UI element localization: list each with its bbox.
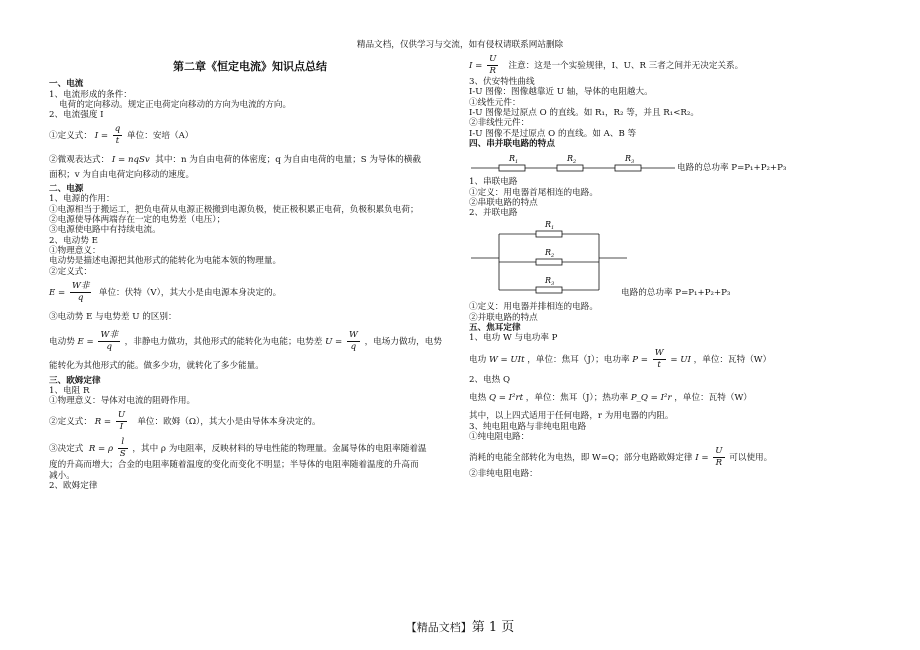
- text: 注意：这是一个实验规律，I、U、R 三者之间并无决定关系。: [508, 61, 744, 71]
- formula-lhs: P =: [632, 354, 648, 365]
- text: ，其中 ρ 为电阻率，反映材料的导电性能的物理量。金属导体的电阻率随着温: [132, 444, 427, 455]
- text-line: ①定义：用电器首尾相连的电路。: [469, 187, 598, 198]
- page-header: 精品文档，仅供学习与交流，如有侵权请联系网站删除: [356, 40, 564, 50]
- text: ，单位：瓦特（W）: [674, 393, 752, 403]
- text-line: ①纯电阻电路：: [469, 431, 530, 442]
- text: 单位：伏特（V），其大小是由电源本身决定的。: [98, 287, 282, 298]
- text-line: 电荷的定向移动。规定正电荷定向移动的方向为电流的方向。: [59, 99, 292, 110]
- label-r1: $R_1$: [509, 154, 519, 166]
- series-circuit-diagram: [469, 151, 679, 177]
- series-power-text: 电路的总功率 P=P₁+P₂+P₃: [677, 163, 787, 174]
- text: ②定义式：: [49, 417, 92, 428]
- text-line: 2、电流强度 I: [49, 110, 104, 121]
- numerator: U: [489, 54, 497, 64]
- text-line: ①电源相当于搬运工，把负电荷从电源正极搬到电源负极，使正极积累正电荷，负极积累负电荷；: [49, 204, 419, 215]
- text: 电热: [469, 393, 487, 403]
- formula-work-power: [469, 348, 869, 371]
- parallel-circuit: [469, 218, 869, 302]
- label-r2: $R_2$: [567, 154, 577, 166]
- formula-emf-compare: [49, 330, 451, 353]
- fraction: [653, 348, 666, 371]
- text: 电动势: [49, 337, 75, 348]
- text-line: 1、串联电路: [469, 177, 518, 188]
- formula-lhs: I =: [695, 453, 709, 464]
- formula-emf: [49, 281, 451, 304]
- text-line: ①线性元件：: [469, 97, 521, 108]
- series-circuit: [469, 151, 869, 177]
- fraction: [118, 437, 128, 460]
- text-line: ②非线性元件：: [469, 118, 530, 129]
- text-line: 3、伏安特性曲线: [469, 77, 535, 87]
- text-line: I-U 图像是过原点 O 的直线。如 R₁，R₂ 等，并且 R₁<R₂。: [469, 107, 699, 118]
- formula-micro: [49, 155, 451, 165]
- text-line: 1、电功 W 与电功率 P: [469, 333, 558, 344]
- text-line: ②非纯电阻电路：: [469, 469, 538, 480]
- text-line: I-U 图像不是过原点 O 的直线。如 A、B 等: [469, 128, 637, 139]
- text: ，非静电力做功，其他形式的能转化为电能；电势差: [124, 337, 323, 348]
- denominator: t: [115, 136, 120, 147]
- text: ②微观表达式：: [49, 155, 110, 166]
- text-line: ②串联电路的特点: [469, 197, 538, 208]
- text: 消耗的电能全部转化为电热，即 W=Q；部分电路欧姆定律: [469, 453, 693, 464]
- text-line: 其中，以上四式适用于任何电路，r 为用电器的内阻。: [469, 411, 674, 422]
- formula-resistance: [49, 410, 451, 433]
- text-line: 1、电源的作用：: [49, 194, 115, 205]
- text: 单位：欧姆（Ω），其大小是由导体本身决定的。: [137, 417, 321, 428]
- text: 单位：安培（A）: [127, 131, 194, 142]
- resistor-r1: [499, 165, 525, 171]
- fraction: [487, 54, 498, 77]
- label-r3: $R_3$: [545, 276, 555, 288]
- denominator: R: [489, 66, 496, 76]
- text: ③决定式: [49, 444, 84, 455]
- formula-lhs: U =: [325, 337, 343, 348]
- formula-lhs: E =: [77, 337, 94, 348]
- denominator: q: [77, 292, 84, 303]
- resistor-r3: [536, 287, 562, 293]
- text-line: ①物理意义：: [49, 245, 101, 256]
- formula: P_Q = I²r: [630, 393, 672, 403]
- formula-resistivity: [49, 437, 451, 460]
- text-line: ②电源使导体两端存在一定的电势差（电压）；: [49, 215, 226, 225]
- text-line: 1、电流形成的条件：: [49, 89, 132, 100]
- numerator: U: [715, 446, 723, 457]
- parallel-circuit-diagram: [469, 218, 629, 302]
- text-line: 电动势是描述电源把其他形式的能转化为电能本领的物理量。: [49, 256, 282, 267]
- page-title: 第二章《恒定电流》知识点总结: [173, 60, 327, 73]
- label-r2: $R_2$: [545, 248, 555, 260]
- text-line: ③电动势 E 与电势差 U 的区别：: [49, 311, 177, 322]
- text-line: 2、并联电路: [469, 208, 518, 219]
- text: ①定义式：: [49, 131, 92, 142]
- denominator: q: [106, 342, 112, 353]
- left-column: [49, 60, 451, 491]
- resistor-r1: [536, 231, 562, 237]
- formula-pure-resistor: [469, 446, 869, 469]
- label-r1: $R_1$: [545, 220, 555, 232]
- resistor-r3: [615, 165, 641, 171]
- numerator: W: [348, 330, 358, 341]
- numerator: W非: [100, 330, 118, 341]
- text: 其中：n 为自由电荷的体密度；q 为自由电荷的电量；S 为导体的横截: [155, 155, 421, 166]
- numerator: U: [117, 410, 126, 421]
- parallel-power-text: 电路的总功率 P=P₁+P₂+P₃: [621, 288, 731, 299]
- formula-lhs: R =: [94, 417, 112, 428]
- denominator: q: [350, 342, 357, 353]
- resistor-r2: [536, 259, 562, 265]
- text-line: 2、欧姆定律: [49, 481, 98, 492]
- denominator: R: [715, 458, 723, 469]
- formula-ohm-law: [469, 54, 869, 77]
- label-r3: $R_3$: [625, 154, 635, 166]
- fraction: [713, 446, 724, 469]
- text-line: 2、电动势 E: [49, 235, 98, 246]
- section-source: 二、电源: [49, 184, 84, 195]
- formula-lhs: I =: [94, 131, 109, 142]
- formula-lhs: R = ρ: [88, 444, 114, 455]
- text-line: 度的升高而增大；合金的电阻率随着温度的变化而变化不明显；半导体的电阻率随着温度的升高而: [49, 460, 419, 471]
- numerator: W: [654, 347, 664, 358]
- formula-heat: [469, 393, 869, 403]
- fraction: [70, 281, 91, 304]
- text-line: 面积；v 为自由电荷定向移动的速度。: [49, 169, 195, 180]
- section-current: 一、电流: [49, 79, 84, 90]
- formula-lhs: I =: [469, 61, 483, 71]
- footer-prefix: 【精品文档】: [405, 621, 472, 634]
- text: 可以使用。: [729, 453, 773, 464]
- fraction: [347, 330, 360, 353]
- text: 电功: [469, 354, 487, 365]
- formula-rhs: = UI: [670, 354, 691, 365]
- text: ，单位：焦耳（J）；电功率: [527, 354, 630, 365]
- text-line: 3、纯电阻电路与非纯电阻电路: [469, 421, 587, 432]
- resistor-r2: [557, 165, 583, 171]
- formula: W = UIt: [488, 354, 525, 365]
- text-line: 能转化为其他形式的能。做多少功，就转化了多少能量。: [49, 361, 264, 372]
- formula-current-definition: [49, 124, 451, 147]
- page-number: 第 1 页: [471, 620, 515, 635]
- text: ，电场力做功，电势: [364, 337, 442, 348]
- text-line: 减小。: [49, 470, 75, 481]
- numerator: q: [114, 124, 121, 135]
- text: ，单位：瓦特（W）: [693, 354, 772, 365]
- page-footer: [0, 620, 920, 636]
- numerator: l: [118, 437, 128, 449]
- section-series-parallel: 四、串并联电路的特点: [469, 138, 555, 149]
- text-line: ①定义：用电器并排相连的电路。: [469, 302, 598, 313]
- text-line: ②并联电路的特点: [469, 312, 538, 323]
- text-line: 2、电热 Q: [469, 374, 511, 385]
- text-line: I-U 图像：图像越靠近 U 轴，导体的电阻越大。: [469, 87, 653, 98]
- formula: I = nqSv: [111, 155, 150, 166]
- section-ohm: 三、欧姆定律: [49, 375, 101, 386]
- text-line: ①物理意义：导体对电流的阻碍作用。: [49, 396, 196, 407]
- denominator: t: [657, 359, 661, 370]
- denominator: I: [119, 422, 124, 433]
- fraction: [113, 124, 123, 147]
- formula: Q = I²rt: [488, 393, 524, 403]
- numerator: W非: [71, 280, 90, 291]
- text: ，单位：焦耳（J）；热功率: [525, 393, 629, 403]
- text-line: 1、电阻 R: [49, 385, 90, 396]
- text-line: ③电源使电路中有持续电流。: [49, 225, 161, 236]
- section-joule: 五、焦耳定律: [469, 323, 521, 334]
- formula-lhs: E =: [49, 287, 66, 298]
- fraction: [98, 330, 119, 353]
- fraction: [116, 410, 127, 433]
- text-line: ②定义式：: [49, 266, 92, 277]
- right-column: [469, 54, 869, 480]
- denominator: S: [119, 449, 126, 460]
